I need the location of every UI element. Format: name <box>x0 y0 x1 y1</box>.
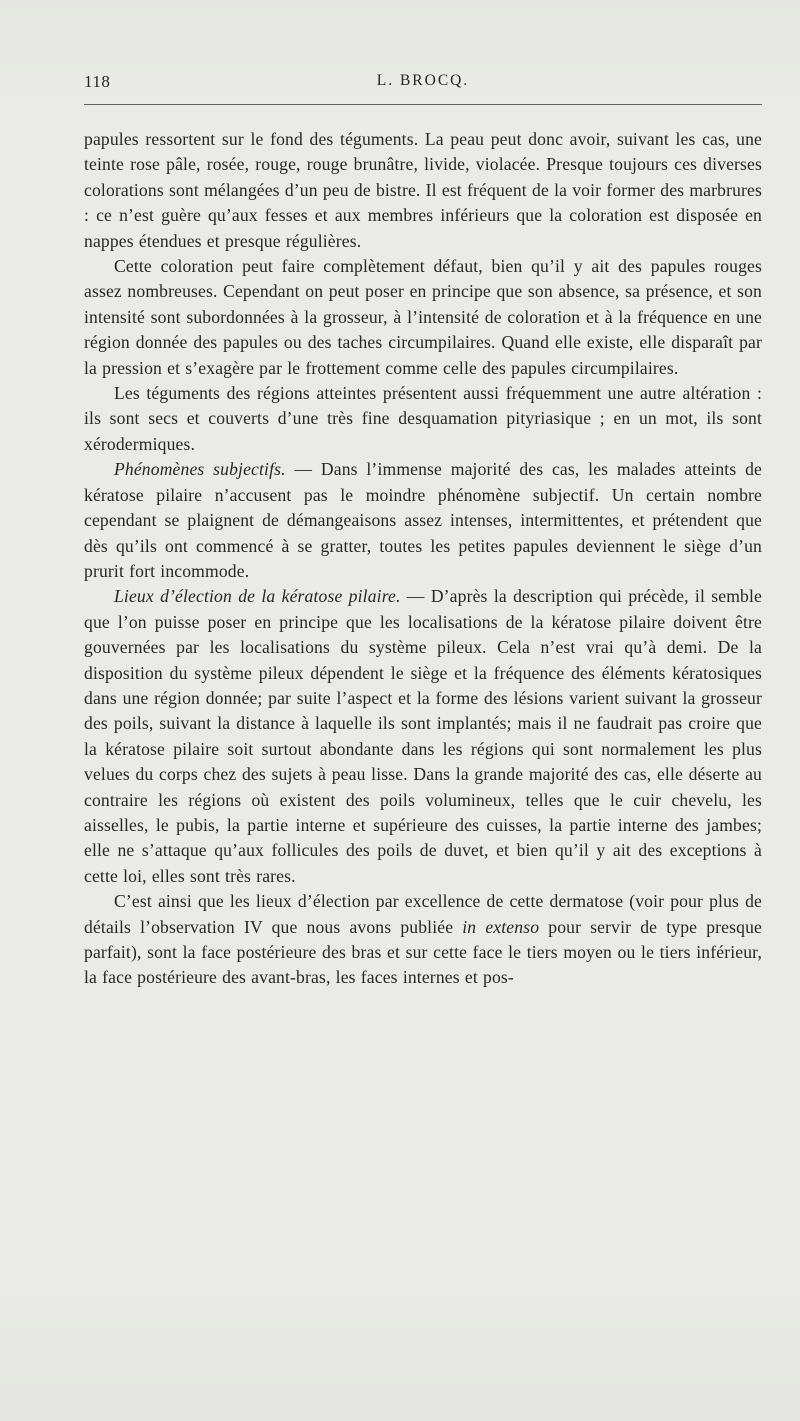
paragraph-text: — Dans l’immense majorité des cas, les malades atteints de kératose pilaire n’accusent pas le moindre phénomène subjectif. Un certain nombre cependant se plaignent de démangeaisons assez intenses, intermittentes, et prétendent que dès qu’ils ont commencé à se gratter, toutes les petites papules deviennent le siège d’un prurit fort incommode. <box>84 459 762 581</box>
running-title: L. BROCQ. <box>376 72 470 89</box>
paragraph-phenomenes-subjectifs <box>84 457 762 584</box>
paragraph-text: — D’après la description qui précède, il semble que l’on puisse poser en principe que les localisations de la kératose pilaire doivent être gouvernées par les localisations du système pileux. Cela n’est vrai qu’à demi. De la disposition du système pileux dépendent le siège et la fréquence des éléments kératosiques dans une région donnée; par suite l’aspect et la forme des lésions varient suivant la grosseur des poils, suivant la distance à laquelle ils sont implantés; mais il ne faudrait pas croire que la kératose pilaire soit surtout abondante dans les régions qui sont normalement les plus velues du corps chez des sujets à peau lisse. Dans la grande majorité des cas, elle déserte au contraire les régions où existent des poils volumineux, telles que le cuir chevelu, les aisselles, le pubis, la partie interne et supérieure des cuisses, la partie interne des jambes; elle ne s’attaque qu’aux follicules des poils de duvet, et bien qu’il y ait des exceptions à cette loi, elles sont très rares. <box>84 586 762 886</box>
paragraph-lead-italic: Lieux d’élection de la kératose pilaire. <box>114 586 401 607</box>
text-block <box>84 72 762 991</box>
paragraph-text: pour servir de type presque parfait), sont la face postérieure des bras et sur cette face le tiers moyen ou le tiers inférieur, la face postérieure des avant-bras, les faces internes et pos- <box>84 916 762 988</box>
paragraph-conclusion <box>84 889 762 991</box>
paragraph-lead-italic: Phénomènes subjectifs. <box>114 459 286 480</box>
paragraph-text: C’est ainsi que les lieux d’élection par excellence de cette dermatose (voir pour plus de détails l’observation IV que nous avons publiée <box>84 891 762 937</box>
paragraph-coloration: Cette coloration peut faire complètement défaut, bien qu’il y ait des papules rouges assez nombreuses. Cependant on peut poser en principe que son absence, sa présence, et son intensité sont subordonnées à la grosseur, à l’intensité de coloration et à la fréquence en une région donnée des papules ou des taches circumpilaires. Quand elle existe, elle disparaît par la pression et s’exagère par le frottement comme celle des papules circumpilaires. <box>84 256 762 378</box>
body-text <box>84 127 762 991</box>
running-head <box>84 72 762 96</box>
page-number: 118 <box>84 72 111 91</box>
inline-italic-in-extenso: in extenso <box>462 916 540 937</box>
paragraph-continuation: papules ressortent sur le fond des téguments. La peau peut donc avoir, suivant les cas, une teinte rose pâle, rosée, rouge, rouge brunâtre, livide, violacée. Presque toujours ces diverses colorations sont mélangées d’un peu de bistre. Il est fréquent de la voir former des marbrures : ce n’est guère qu’aux fesses et aux membres inférieurs que la coloration est disposée en nappes étendues et presque régulières. <box>84 129 762 251</box>
header-rule <box>84 104 762 105</box>
paragraph-lieux-d-election <box>84 584 762 889</box>
paragraph-teguments: Les téguments des régions atteintes présentent aussi fréquemment une autre altération : ils sont secs et couverts d’une très fine desquamation pityriasique ; en un mot, ils sont xérodermiques. <box>84 383 762 454</box>
